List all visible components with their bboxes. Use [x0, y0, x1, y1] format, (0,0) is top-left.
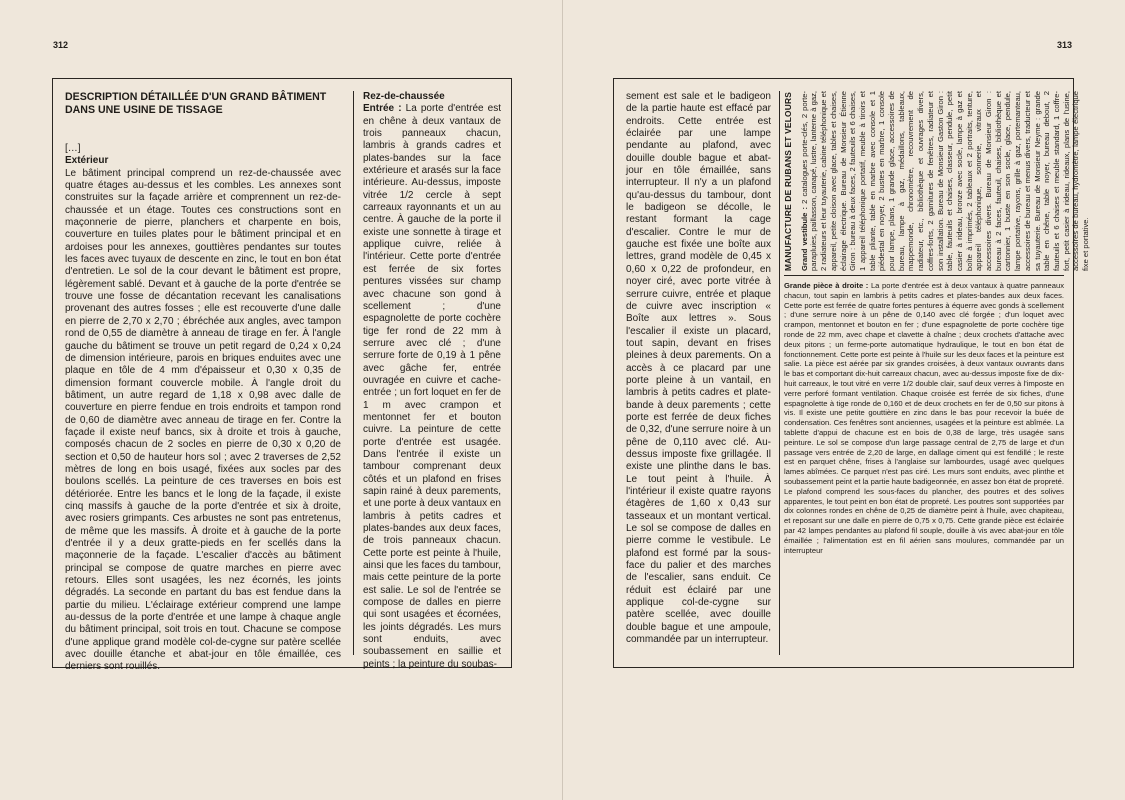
column-divider: [353, 91, 354, 655]
section-subheading: Extérieur: [65, 155, 109, 167]
large-room-paragraph: [784, 281, 1064, 555]
continuation-body: sement est sale et le badigeon de la partie haute est effacé par endroits. Cette entrée est éclairée par une lampe pendante au plafond, avec douille double bague et abat-jour en tôle émaillée, sans interrupteur. Il n'y a un plafond qu'au-dessus du tambour, dont le badigeon se décolle, le restant formant la cage d'escalier. Contre le mur de gauche est fixée une boîte aux lettres, grand modèle de 0,45 x 0,60 x 0,22 de profondeur, en noyer ciré, avec porte vitrée à serrure cuivre, entrée et plaque de cuivre avec inscription « Boîte aux lettres ». Sous l'escalier il existe un placard, tout sapin, devant en frises pleines à deux parements. On a accès à ce placard par une porte pleine à un vantail, en lambris à petits cadres et plate-bande à deux parements ; cette porte est ferrée de deux fiches de 0,32, d'une serrure noire à un pêne de 0,110 avec clé. Au-dessus imposte fixe grillagée. Il existe une plinthe dans le bas. Le tout peint à l'huile. À l'intérieur il existe quatre rayons étagères de 1,60 x 0,43 sur tasseaux et un montant vertical. Le sol se compose de dalles en pierre comme le vestibule. Le plafond est formé par la sous-face du palier et des marches de l'escalier, sans enduit. Ce réduit est éclairé par une applique col-de-cygne sur patère scellée, avec douille double bague et une ampoule, commandée par un interrupteur.: [626, 91, 771, 646]
left-column-1: [65, 91, 341, 673]
inventory-text: [784, 91, 1091, 271]
left-text-frame: [52, 78, 512, 673]
entrance-body: La porte d'entrée est en chêne à deux vantaux de trois panneaux chacun, lambris à grands cadres et plates-bandes sur la face extérieure et arasés sur la face intérieure. Au-dessus, imposte vitrée 1/2 cercle à sept carreaux rayonnants et un au centre. À gauche de la porte il existe une sonnette à tirage et applique cuivre, reliée à l'intérieur. Cette porte d'entrée est ferrée de six fortes pentures vissées sur champ avec chacune son gond à scellement ; d'une espagnolette de porte cochère tige fer rond de 22 mm à serrure avec clé ; d'une serrure forte de 0,19 à 1 pêne avec gâche fer, entrée ouvragée en cuivre et cache-entrée ; un fort loquet en fer de 1 m avec crampon et mentonnet fer et bouton cuivre. La peinture de cette porte d'entrée est usagée. Dans l'entrée il existe un tambour comprenant deux côtés et un plafond en frises sapin rainé à deux parements, et une porte à deux vantaux en lambris à petits cadres et plates-bandes aux deux faces, de trois panneaux chacun. Cette porte est peinte à l'huile, ainsi que les faces du tambour, mais cette peinture de la porte est salie. Le sol de l'entrée se compose de dalles en pierre qui sont usagées et écornées, les joints dégradés. Les murs sont enduits, avec soubassement en saillie et peints ; la peinture du soubas-: [363, 103, 501, 670]
inventory-body: 2 catalogues porte-clés, 2 porte-parapluies, paillasson, canapé, lustre, lanterne à gaz, 2 radiateurs et leur tuyauterie, cabine téléphonique et appareil, petite cloison avec glace, tables et chaises, éclairage électrique. Bureau de Monsieur Étienne Giron : bureau à deux faces, 2 fauteuils et 6 chaises, 1 appareil téléphonique portatif, meuble à tiroirs et table pliante, table en marbre avec console et 1 piédestal en noyer, 2 bustes en marbre, 1 console pour lampe, plans, 1 grande glace, accessoires de bureau, lampe à gaz, médaillons, tableaux, mappemonde, chronomètre, recouvrement de radiateur, etc., bibliothèque et ouvrages divers, coffres-forts, 2 garnitures de fenêtres, radiateur et son installation. Bureau de Monsieur Gaston Giron : table, fauteuils et chaises, classeur, pendule, petit casier à rideau, bronze avec socle, lampe à gaz et boîte à imprimés, 2 tableaux et 2 portraits, tenture, appareil téléphonique, sonnerie, vitraux et accessoires divers. Bureau de Monsieur Giron : bureau à 2 faces, fauteuil, chaises, bibliothèque et cartonnier, 1 buste en son socle, glace, pendule, lampe portative, rayons, grille à gaz, portemanteau, accessoires de bureau et menus divers, traducteur et sa tuyauterie. Bureau de Monsieur Neyme : grande table en chêne, table noyer, bureau debout, 2 fauteuils et 6 chaises et meuble standard, 1 coffre-fort, petit casier à rideau, rideaux, plans de l'usine, accessoires de bureau, hydromètre, lampe électrique fixe et portative.: [799, 91, 1091, 271]
right-page: [563, 0, 1125, 800]
right-text-frame: [613, 78, 1091, 668]
page-number-right: 313: [1056, 40, 1072, 50]
column-divider-right: [779, 91, 780, 655]
exterior-body: Le bâtiment principal comprend un rez-de-chaussée avec quatre étages au-dessus et les combles. Les annexes sont construites sur la façade arrière et comprennent un rez-de-chaussée et un étage. Toutes ces constructions sont en maçonnerie de pierre, planchers et charpente en bois, couverture en tuiles plates pour le bâtiment principal et en ardoises pour les annexes, gouttières pendantes sur toutes les faces avec tuyaux de descente en zinc, le tout en bon état d'entretien. Le sol de la cour devant le bâtiment est propre, légèrement sablé. Devant et à gauche de la porte d'entrée se trouve une fosse de décantation recevant les canalisations provenant des autres fosses ; elle est recouverte d'une dalle en pierre de 2,70 x 2,70 ; ébréchée aux angles, avec tampon rond de 0,55 de diamètre à anneau de tirage en fer. À l'angle gauche du bâtiment se trouve un petit regard de 0,24 x 0,24 de dimension intérieure, parois en briques enduites avec une plaque en tôle de 4 mm d'épaisseur et 0,30 x 0,35 de dimension formant couvercle mobile. À l'angle droit du bâtiment, un autre regard de 1,18 x 0,98 avec dalle de couverture en pierre fendue en trois endroits et tampon rond de 0,60 de diamètre avec anneau de tirage en fer. Contre la façade il existe neuf bancs, six à droite et trois à gauche, composés chacun de 2 socles en pierre de 0,30 x 0,20 de section et 0,50 de hauteur hors sol ; avec 2 traverses de 2,52 mètres de long en bois usagé, fixées aux socles par des boulons scellés. La peinture de ces traverses en bois est détériorée. Entre les bancs et le long de la façade, il existe cinq massifs à gauche de la porte d'entrée et six à droite, avec rosiers grimpants. Ces arbustes ne sont pas entretenus, de même que les massifs. À droite et à gauche de la porte d'entrée il y a deux gratte-pieds en fer scellés dans la maçonnerie de la façade. L'escalier d'accès au bâtiment principal se compose de quatre marches en pierre avec retours. Elles sont usagées, les nez écornés, les joints dégradés. La seconde en partant du bas est fendue dans la partie du milieu. L'éclairage extérieur comprend une lampe au-dessus de la porte d'entrée et une lampe à chaque angle du bâtiment principal, soit trois en tout. Chacune se compose d'une applique grand modèle col-de-cygne sur patère scellée avec douille étanche et abat-jour en tôle émaillée, ces derniers sont rouillés.: [65, 167, 341, 673]
left-column-2: [363, 91, 501, 670]
left-page: [0, 0, 562, 800]
horizontal-rule: [784, 275, 1064, 276]
right-column-1: [626, 91, 771, 655]
large-room-lead: Grande pièce à droite :: [784, 281, 869, 290]
vestibule-lead: Grand vestibule :: [799, 206, 809, 271]
right-column-2: [784, 281, 1064, 655]
rotated-inventory-block: [783, 91, 1091, 271]
ground-floor-heading: Rez-de-chaussée: [363, 91, 445, 102]
article-heading: DESCRIPTION DÉTAILLÉE D'UN GRAND BÂTIMENT DANS UNE USINE DE TISSAGE: [65, 91, 327, 116]
ellipsis-mark: […]: [65, 143, 81, 154]
entrance-lead: Entrée :: [363, 103, 402, 115]
large-room-body: La porte d'entrée est à deux vantaux à quatre panneaux chacun, tout sapin en lambris à petits cadres et plates-bandes aux deux faces. Cette porte est ferrée de quatre fortes pentures à équerre avec gonds à scellement ; d'une serrure noire à un pêne de 0,140 avec clé forgée ; d'un loquet avec crampon, mentonnet et bouton en fer ; d'une espagnolette de porte cochère tige ronde de 22 mm, avec chape et clavette à chaîne ; deux crochets d'attache avec deux pitons ; un ferme-porte automatique hydraulique, le tout en bon état de fonctionnement. Cette porte est peinte à l'huile sur les deux faces et la peinture est salie. La pièce est aérée par six grandes croisées, à deux vantaux ouvrants dans le bas et comportant dix-huit carreaux chacun, avec au-dessus imposte fixe de dix-huit carreaux, le tout vitré en verre 1/2 double clair, sauf deux verres à l'imposte en verre perforé formant ventilation. Chaque croisée est ferrée de six fiches, d'une espagnolette à tige ronde de 0,160 et de deux crochets en fer de 0,50 sur pitons à vis. Il existe une petite gouttière en zinc dans le bas pour recevoir la buée de condensation. Ces fenêtres sont anciennes, usagées et la peinture est abîmée. La tablette d'appui de chacune est en bois de 0,38 de large, très usagée sans peinture. Le sol se compose d'un large passage central de 2,75 de large et d'un passage vers entrée de 2,20 de large, en dallage ciment qui est fendillé ; le reste est en parquet chêne, frises à l'anglaise sur lambourdes, usagé avec quelques lames abîmées. Ce parquet n'est pas ciré. Les murs sont enduits, avec plinthe et soubassement peint et la partie haute badigeonnée, en assez bon état de propreté. Le plafond comprend les sous-faces du plancher, des poutres et des solives apparentes, le tout peint en bon état de propreté. Les poutres sont supportées par dix colonnes rondes en chêne de 0,25 de diamètre peint à l'huile, avec chapiteau, et reposant sur une dalle en pierre de 0,75 x 0,75. Cette grande pièce est éclairée par 42 lampes pendantes au plafond fil souple, douille à vis avec abat-jour en tôle émaillée ; l'alimentation est en fil aérien sans moulures, commandée par un interrupteur: [784, 281, 1064, 555]
inventory-title: MANUFACTURE DE RUBANS ET VELOURS: [783, 91, 793, 271]
page-number-left: 312: [53, 40, 69, 50]
entrance-paragraph: [363, 103, 501, 671]
